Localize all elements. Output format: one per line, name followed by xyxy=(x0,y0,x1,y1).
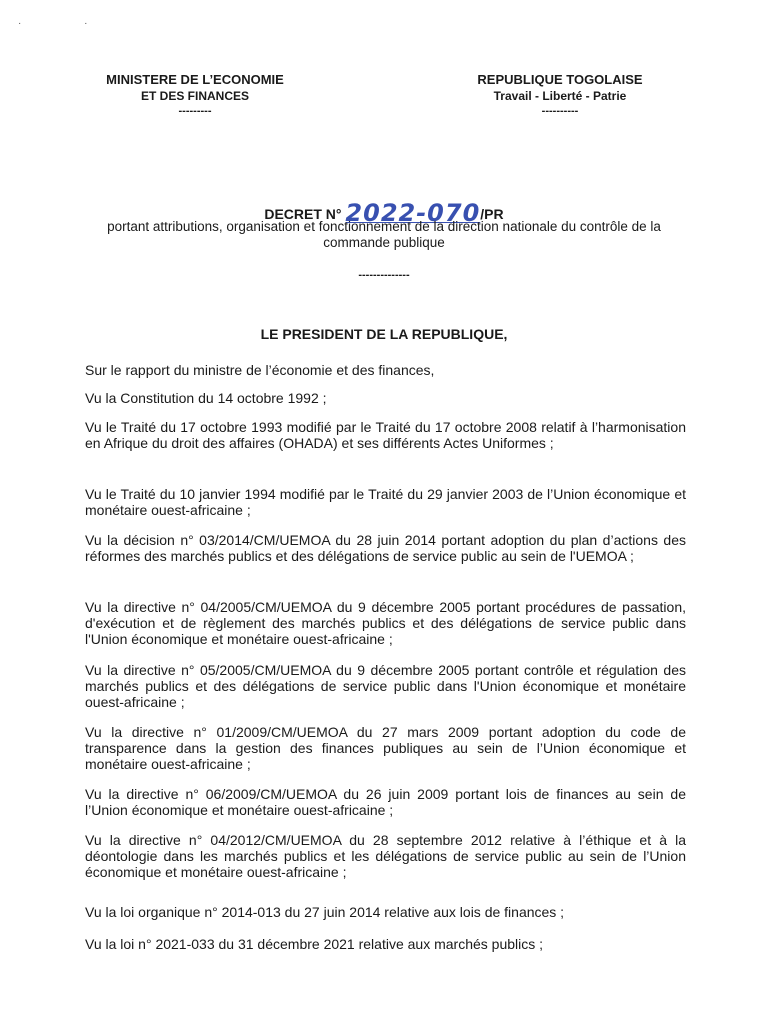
scan-specks: · · xyxy=(18,18,118,29)
paragraph: Vu la décision n° 03/2014/CM/UEMOA du 28 juin 2014 portant adoption du plan d’actions des réformes des marchés publics et des délégations de service public au sein de l'UEMOA ; xyxy=(85,532,686,564)
decree-number-handwritten: 2022-070 xyxy=(345,199,481,227)
republic-name: REPUBLIQUE TOGOLAISE xyxy=(477,72,643,87)
paragraph: Vu la directive n° 05/2005/CM/UEMOA du 9 décembre 2005 portant contrôle et régulation des marchés publics et des délégations de service public dans l'Union économique et monétaire ouest-africaine ; xyxy=(85,662,686,710)
paragraph: Vu le Traité du 10 janvier 1994 modifié par le Traité du 29 janvier 2003 de l’Union économique et monétaire ouest-africaine ; xyxy=(85,486,686,518)
ministry-header xyxy=(55,71,335,117)
republic-header xyxy=(430,71,690,117)
paragraph: Vu le Traité du 17 octobre 1993 modifié par le Traité du 17 octobre 2008 relatif à l’harmonisation en Afrique du droit des affaires (OHADA) et ses différents Actes Uniformes ; xyxy=(85,419,686,451)
title-separator: -------------- xyxy=(358,269,410,281)
paragraph: Vu la directive n° 06/2009/CM/UEMOA du 26 juin 2009 portant lois de finances au sein de l’Union économique et monétaire ouest-africaine ; xyxy=(85,786,686,818)
paragraph: Vu la loi n° 2021-033 du 31 décembre 2021 relative aux marchés publics ; xyxy=(85,936,544,952)
paragraph: Vu la Constitution du 14 octobre 1992 ; xyxy=(85,390,327,406)
ministry-name-line2: ET DES FINANCES xyxy=(140,89,249,103)
paragraph: Vu la loi organique n° 2014-013 du 27 juin 2014 relative aux lois de finances ; xyxy=(85,904,565,920)
president-heading: LE PRESIDENT DE LA REPUBLIQUE, xyxy=(260,326,508,342)
decree-subtitle: portant attributions, organisation et fonctionnement de la direction nationale du contrôle de la commande publique xyxy=(107,219,661,250)
decree-prefix: DECRET N° xyxy=(264,206,342,222)
paragraph: Vu la directive n° 04/2005/CM/UEMOA du 9 décembre 2005 portant procédures de passation, d'exécution et de règlement des marchés publics et des délégations de service public dans l'Union économique et monétaire ouest-africaine ; xyxy=(85,599,686,647)
paragraph: Sur le rapport du ministre de l’économie et des finances, xyxy=(85,362,435,378)
ministry-name-line1: MINISTERE DE L’ECONOMIE xyxy=(106,72,284,87)
republic-separator: ---------- xyxy=(541,105,579,117)
ministry-separator: --------- xyxy=(178,105,212,117)
republic-motto: Travail - Liberté - Patrie xyxy=(493,89,627,103)
paragraph: Vu la directive n° 04/2012/CM/UEMOA du 28 septembre 2012 relative à l’éthique et à la déontologie dans les marchés publics et les délégations de service public au sein de l’Union économique et monétaire ouest-africaine ; xyxy=(85,832,686,880)
paragraph: Vu la directive n° 01/2009/CM/UEMOA du 27 mars 2009 portant adoption du code de transparence dans la gestion des finances publiques au sein de l’Union économique et monétaire ouest-africaine ; xyxy=(85,724,686,772)
decree-suffix: /PR xyxy=(480,206,504,222)
